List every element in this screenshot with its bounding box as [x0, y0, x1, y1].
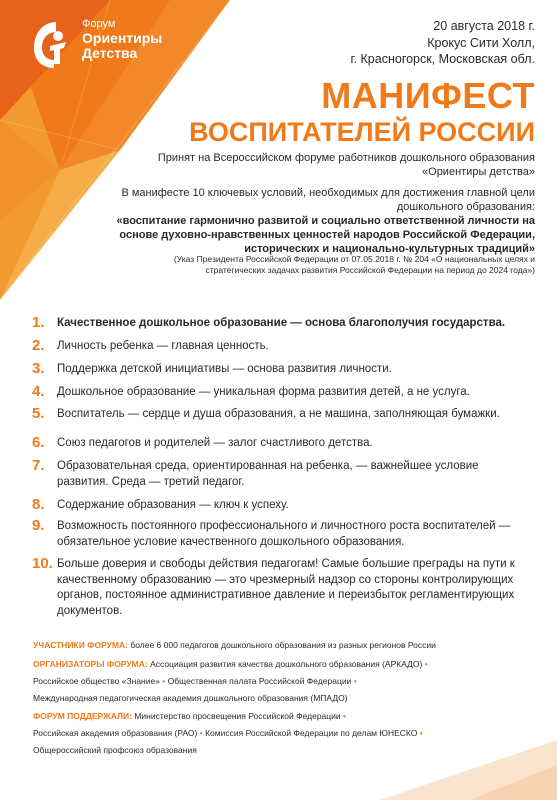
organizers-line — [33, 693, 348, 704]
list-item-number: 8. — [32, 496, 45, 513]
list-item-text: Возможность постоянного профессионального и личностного роста воспитателей — обязательное условие качественного дошкольного образования. — [57, 520, 511, 548]
goal-quote: «воспитание гармонично развитой и социально ответственной личности на основе духовно-нравственных ценностей народов Российской Федерации, исторических и национально-культурных традиций» — [116, 215, 535, 255]
supporter-name: Комиссия Российской Федерации по делам ЮНЕСКО — [205, 728, 418, 738]
list-item-text: Содержание образования — ключ к успеху. — [57, 499, 289, 511]
organizer-name: Российское общество «Знание» — [33, 676, 160, 686]
list-item-text: Поддержка детской инициативы — основа развития личности. — [57, 363, 392, 375]
bullet-separator: • — [199, 728, 203, 738]
logo-line-forum: Форум — [82, 18, 116, 30]
list-item — [32, 406, 532, 423]
list-item-number: 10. — [32, 555, 53, 572]
footer-geometric-background — [0, 730, 557, 800]
bullet-separator: • — [419, 728, 423, 738]
forum-logo-text — [82, 18, 162, 61]
list-item — [32, 315, 532, 332]
event-venue: Крокус Сити Холл, — [427, 35, 535, 50]
list-item — [32, 556, 532, 619]
list-item-number: 2. — [32, 337, 45, 354]
list-item-number: 1. — [32, 314, 45, 331]
list-item-text: Качественное дошкольное образование — основа благополучия государства. — [57, 317, 506, 329]
forum-logo — [28, 18, 162, 70]
list-item — [32, 518, 532, 550]
bullet-separator: • — [424, 659, 428, 669]
list-item-text: Образовательная среда, ориентированная на ребенка, — важнейшее условие развития. Среда — третий педагог. — [57, 460, 479, 488]
intro-text: В манифесте 10 ключевых условий, необходимых для достижения главной цели дошкольного образования: — [121, 187, 535, 213]
list-item-number: 3. — [32, 360, 45, 377]
list-item-number: 5. — [32, 405, 45, 422]
supporters-line — [33, 711, 346, 722]
list-item-text: Дошкольное образование — уникальная форма развития детей, а не услуга. — [57, 386, 470, 398]
participants-line — [33, 640, 436, 651]
adopted-statement: Принят на Всероссийском форуме работников дошкольного образования «Ориентиры детства» — [157, 152, 535, 178]
organizers-line — [33, 676, 357, 687]
list-item — [32, 435, 532, 452]
list-item-text: Союз педагогов и родителей — залог счастливого детства. — [57, 437, 373, 449]
list-item — [32, 338, 532, 355]
bullet-separator: • — [353, 676, 357, 686]
list-item — [32, 361, 532, 378]
forum-logo-icon — [28, 18, 76, 70]
list-item-number: 7. — [32, 457, 45, 474]
participants-label: УЧАСТНИКИ ФОРУМА: — [33, 640, 128, 650]
organizer-name: Общественная палата Российской Федерации — [167, 676, 352, 686]
event-date: 20 августа 2018 г. — [433, 19, 535, 33]
supporter-name: Общероссийский профсоюз образования — [33, 745, 197, 755]
list-item-text: Личность ребенка — главная ценность. — [57, 340, 269, 352]
list-item-number: 4. — [32, 383, 45, 400]
supporters-label: ФОРУМ ПОДДЕРЖАЛИ: — [33, 711, 132, 721]
organizers-label: ОРГАНИЗАТОРЫ ФОРУМА: — [33, 659, 148, 669]
supporter-name: Российская академия образования (РАО) — [33, 728, 198, 738]
list-item-text: Воспитатель — сердце и душа образования, а не машина, заполняющая бумажки. — [57, 408, 500, 420]
list-item-number: 6. — [32, 434, 45, 451]
supporter-name: Министерство просвещения Российской Федерации — [134, 711, 341, 721]
title-line-educators: ВОСПИТАТЕЛЕЙ РОССИИ — [189, 117, 535, 147]
organizers-line — [33, 659, 428, 670]
list-item — [32, 497, 532, 514]
bullet-separator: • — [343, 711, 347, 721]
list-item-number: 9. — [32, 517, 45, 534]
title-line-manifest: МАНИФЕСТ — [321, 75, 535, 116]
organizer-name: Ассоциация развития качества дошкольного образования (АРКАДО) — [150, 659, 423, 669]
list-item — [32, 384, 532, 401]
logo-line-orientiry: Ориентиры — [82, 30, 163, 46]
event-city: г. Красногорск, Московская обл. — [350, 52, 535, 66]
organizer-name: Международная педагогическая академия дошкольного образования (МПАДО) — [33, 693, 348, 703]
event-info — [351, 18, 535, 68]
decree-reference: (Указ Президента Российской Федерации от 07.05.2018 г. № 204 «О национальных целях и стратегических задачах развития Российской Федерации на период до 2024 года») — [173, 254, 535, 275]
page-title — [189, 76, 535, 148]
list-item — [32, 458, 532, 490]
bullet-separator: • — [162, 676, 166, 686]
logo-line-detstva: Детства — [82, 45, 138, 61]
list-item-text: Больше доверия и свободы действия педагогам! Самые большие преграды на пути к качественному образованию — это чрезмерный надзор со стороны контролирующих органов, постоянное административное давление и переизбыток регламентирующих документов. — [57, 558, 515, 617]
participants-text: более 6 000 педагогов дошкольного образования из разных регионов России — [130, 640, 436, 650]
